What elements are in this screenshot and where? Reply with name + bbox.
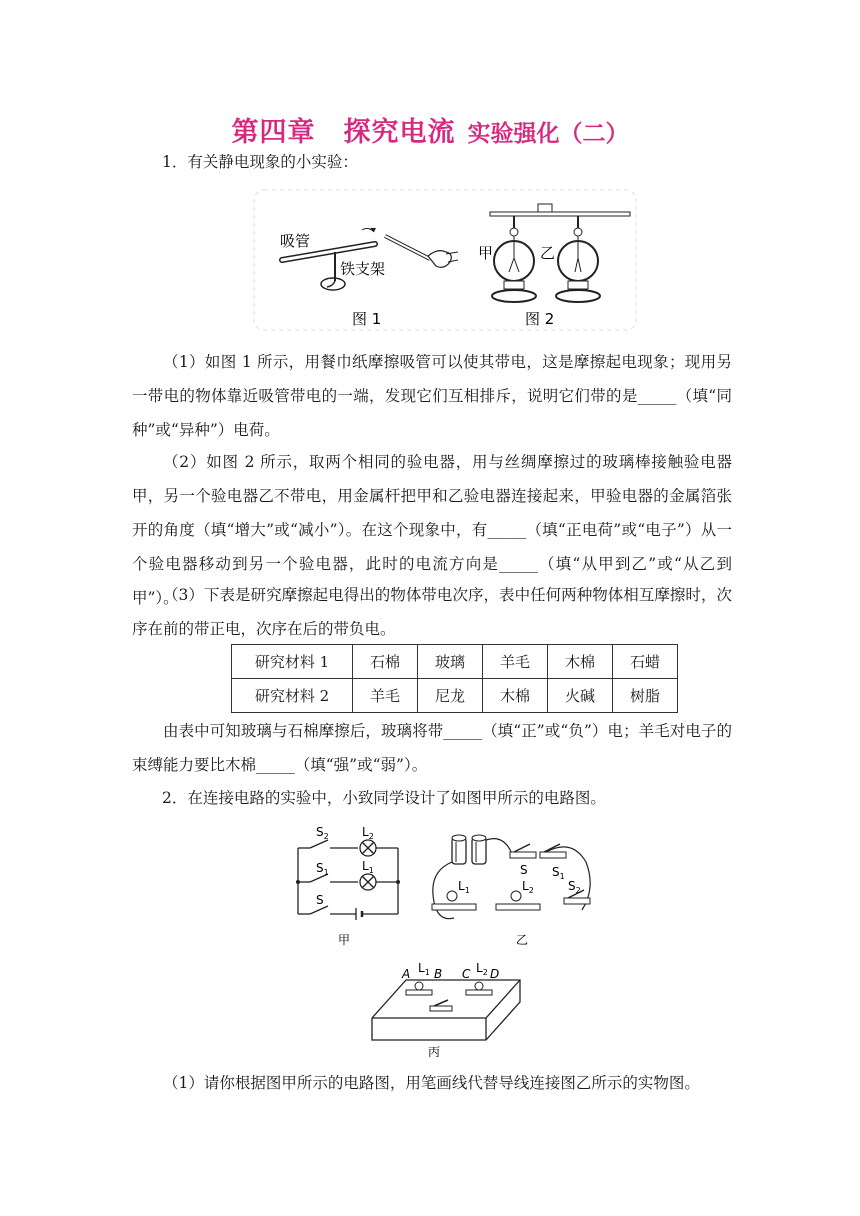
- table-cell: 木棉: [548, 645, 613, 679]
- label-s: S: [316, 893, 324, 907]
- box-label-l2: L: [476, 961, 483, 975]
- table-cell: 石棉: [353, 645, 418, 679]
- svg-text:L2: [476, 961, 488, 977]
- physical-label-s1-sub: 1: [559, 872, 565, 881]
- physical-caption: 乙: [516, 933, 529, 947]
- terminal-a: A: [402, 967, 411, 981]
- question-1-part-3: （3）下表是研究摩擦起电得出的物体带电次序，表中任何两种物体相互摩擦时，次序在前的带正电，次序在后的带负电。: [132, 586, 732, 638]
- question-2-part-1: （1）请你根据图甲所示的电路图，用笔画线代替导线连接图乙所示的实物图。: [163, 1074, 700, 1092]
- table-cell: 羊毛: [483, 645, 548, 679]
- figure-1-caption: 图 1: [352, 310, 382, 328]
- physical-label-l1-sub: 1: [464, 886, 470, 895]
- table-cell: 研究材料 1: [232, 645, 353, 679]
- svg-text:S1: [552, 865, 565, 881]
- table-cell: 羊毛: [353, 679, 418, 713]
- material-charge-table: [231, 644, 678, 713]
- label-l1: L: [362, 859, 369, 873]
- label-l2: L: [362, 825, 369, 839]
- question-1-part-1: （1）如图 1 所示，用餐巾纸摩擦吸管可以使其带电，这是摩擦起电现象；现用另一带电的物体靠近吸管带电的一端，发现它们互相排斥，说明它们带的是_____（填“同种”或“异种”）电荷。: [132, 353, 732, 439]
- table-row: [232, 645, 678, 679]
- svg-text:L2: [522, 879, 534, 895]
- label-s2: S: [316, 825, 324, 839]
- physical-label-s2-sub: 2: [575, 886, 581, 895]
- table-cell: 火碱: [548, 679, 613, 713]
- svg-text:L1: [458, 879, 470, 895]
- chapter-title: 第四章 探究电流: [231, 117, 456, 148]
- table-cell: 石蜡: [613, 645, 678, 679]
- physical-label-l2: L: [522, 879, 529, 893]
- box-caption: 丙: [428, 1045, 441, 1059]
- label-straw: 吸管: [280, 232, 311, 250]
- svg-text:S2: [568, 879, 581, 895]
- label-s1: S: [316, 861, 324, 875]
- svg-text:S2: [316, 825, 329, 841]
- terminal-c: C: [462, 967, 471, 981]
- table-row: [232, 679, 678, 713]
- table-cell: 树脂: [613, 679, 678, 713]
- question-2-stem: 2．在连接电路的实验中，小致同学设计了如图甲所示的电路图。: [162, 789, 606, 807]
- physical-label-s: S: [520, 863, 528, 877]
- physical-label-l1: L: [458, 879, 465, 893]
- label-s2-sub: 2: [323, 832, 329, 841]
- label-electroscope-b: 乙: [540, 244, 556, 262]
- label-l1-sub: 1: [368, 866, 374, 875]
- table-cell: 玻璃: [418, 645, 483, 679]
- svg-text:L1: [362, 859, 374, 875]
- question-1-stem: 1．有关静电现象的小实验：: [162, 153, 358, 171]
- circuit-caption: 甲: [338, 933, 351, 947]
- table-cell: 木棉: [483, 679, 548, 713]
- box-label-l1-sub: 1: [424, 968, 430, 977]
- question-1-part-2: （2）如图 2 所示，取两个相同的验电器，用与丝绸摩擦过的玻璃棒接触验电器甲，另一个验电器乙不带电，用金属杆把甲和乙验电器连接起来，甲验电器的金属箔张开的角度（填“增大”或“减小”）。在这个现象中，有_____（填“正电荷”或“电子”）从一个验电器移动到另一个验电器，此时的电流方向是_____（填“从甲到乙”或“从乙到甲”）。: [132, 453, 732, 607]
- page-title: [0, 110, 860, 149]
- box-diagram: [366, 958, 526, 1060]
- physical-label-s1: S: [552, 865, 560, 879]
- svg-text:L1: [418, 961, 430, 977]
- label-l2-sub: 2: [368, 832, 374, 841]
- figure-2-caption: 图 2: [525, 310, 555, 328]
- chapter-subtitle: 实验强化（二）: [467, 121, 629, 147]
- table-cell: 尼龙: [418, 679, 483, 713]
- static-electricity-figures: [250, 186, 640, 334]
- box-label-l1: L: [418, 961, 425, 975]
- box-label-l2-sub: 2: [482, 968, 488, 977]
- physical-label-l2-sub: 2: [528, 886, 534, 895]
- table-cell: 研究材料 2: [232, 679, 353, 713]
- physical-circuit: [426, 828, 606, 948]
- figure-1: [280, 228, 458, 328]
- physical-label-s2: S: [568, 879, 576, 893]
- terminal-b: B: [434, 967, 443, 981]
- svg-text:S1: [316, 861, 329, 877]
- terminal-d: D: [490, 967, 500, 981]
- svg-text:L2: [362, 825, 374, 841]
- label-s1-sub: 1: [323, 868, 329, 877]
- circuit-diagram: [288, 822, 408, 950]
- label-iron-stand: 铁支架: [340, 260, 386, 278]
- question-1-conclusion: 由表中可知玻璃与石棉摩擦后，玻璃将带_____（填“正”或“负”）电；羊毛对电子的束缚能力要比木棉_____（填“强”或“弱”）。: [132, 722, 732, 774]
- figure-2: [478, 204, 630, 328]
- label-electroscope-a: 甲: [478, 244, 494, 262]
